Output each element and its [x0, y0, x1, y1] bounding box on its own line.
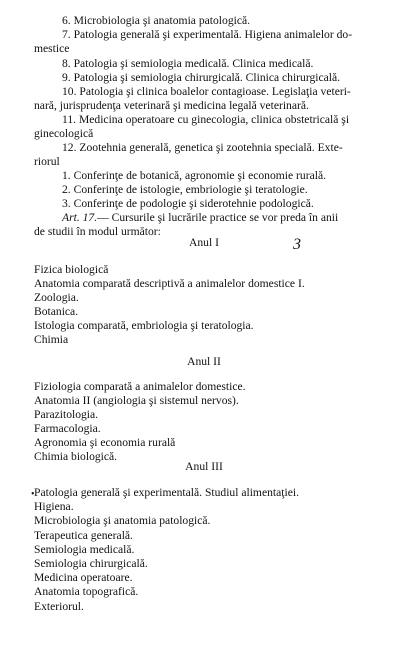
document-line: ginecologică	[34, 127, 94, 140]
document-line: mestice	[34, 42, 70, 55]
document-line: 10. Patologia şi clinica boalelor contagioase. Legislaţia veteri-	[62, 85, 351, 98]
course-item: Fizica biologică	[34, 263, 109, 276]
article-text: — Cursurile şi lucrările practice se vor preda în anii	[97, 211, 339, 224]
year-heading: Anul II	[187, 355, 221, 368]
course-item: Chimia	[34, 333, 69, 346]
document-line: 1. Conferinţe de botanică, agronomie şi economie rurală.	[62, 169, 326, 182]
document-line: riorul	[34, 155, 60, 168]
document-line: 2. Conferinţe de istologie, embriologie şi teratologie.	[62, 183, 308, 196]
course-item: Anatomia comparată descriptivă a animalelor domestice I.	[34, 277, 305, 290]
course-item: Medicina operatoare.	[34, 571, 133, 585]
course-item: Anatomia topografică.	[34, 585, 139, 599]
article-17-continuation: de studii în modul următor:	[34, 225, 161, 238]
document-line: 9. Patologia şi semiologia chirurgicală. Clinica chirurgicală.	[62, 71, 341, 84]
course-item: Higiena.	[34, 500, 74, 514]
course-item: Botanica.	[34, 305, 79, 318]
course-item: Zoologia.	[34, 291, 79, 304]
course-item: Terapeutica generală.	[34, 528, 133, 542]
course-item: Chimia biologică.	[34, 450, 118, 463]
margin-dot: •	[31, 489, 35, 500]
course-item: Istologia comparată, embriologia şi teratologia.	[34, 319, 254, 332]
document-line: 7. Patologia generală şi experimentală. Higiena animalelor do-	[62, 28, 353, 41]
course-item: Farmacologia.	[34, 422, 101, 435]
course-item: Parazitologia.	[34, 408, 99, 421]
handwritten-mark: 3	[293, 236, 301, 253]
course-item: Fiziologia comparată a animalelor domestice.	[34, 380, 246, 393]
document-line: 8. Patologia şi semiologia medicală. Clinica medicală.	[62, 57, 314, 70]
document-line: 6. Microbiologia şi anatomia patologică.	[62, 14, 251, 27]
article-label: Art. 17.	[62, 211, 98, 224]
course-item: Anatomia II (angiologia şi sistemul nervos).	[34, 394, 239, 407]
course-item: Semiologia medicală.	[34, 542, 135, 556]
year-heading: Anul I	[189, 236, 219, 249]
year-heading: Anul III	[185, 460, 223, 473]
course-item: Exteriorul.	[34, 599, 84, 613]
document-line: nară, jurisprudenţa veterinară şi medicina legală veterinară.	[34, 99, 309, 112]
article-17-line	[0, 211, 408, 224]
course-item: Patologia generală şi experimentală. Studiul alimentaţiei.	[34, 486, 299, 499]
course-item: Microbiologia şi anatomia patologică.	[34, 514, 211, 528]
course-item: Agronomia şi economia rurală	[34, 436, 176, 449]
document-line: 3. Conferinţe de podologie şi siderotehnie podologică.	[62, 197, 314, 210]
document-line: 11. Medicina operatoare cu ginecologia, clinica obstetricală şi	[62, 113, 350, 126]
course-item: Semiologia chirurgicală.	[34, 557, 148, 570]
document-line: 12. Zootehnia generală, genetica şi zootehnia specială. Exte-	[62, 141, 343, 154]
